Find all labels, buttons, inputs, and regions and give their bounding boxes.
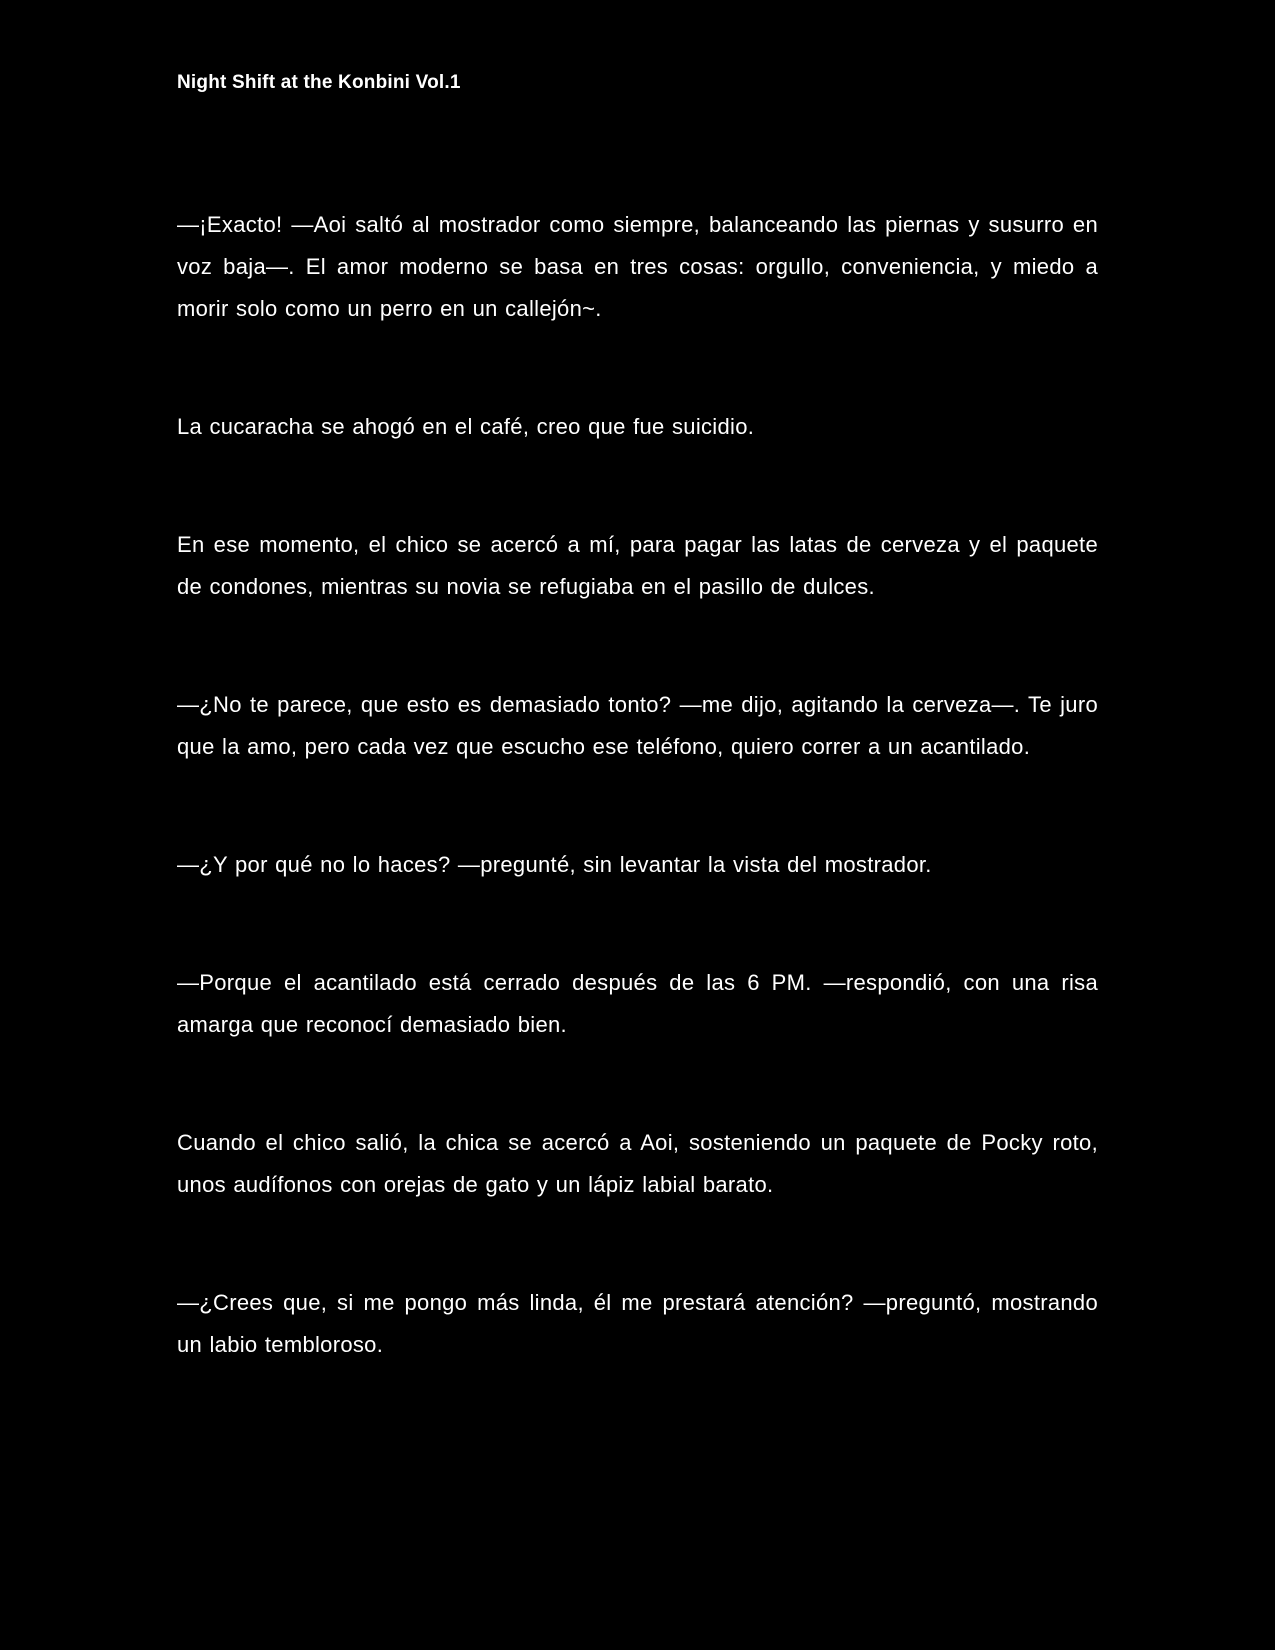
paragraph: —¿Y por qué no lo haces? —pregunté, sin levantar la vista del mostrador. <box>177 852 932 877</box>
paragraph: La cucaracha se ahogó en el café, creo que fue suicidio. <box>177 414 755 439</box>
body-text <box>177 204 1098 1366</box>
paragraph: —Porque el acantilado está cerrado después de las 6 PM. —respondió, con una risa amarga que reconocí demasiado bien. <box>177 970 1098 1037</box>
paragraph: —¡Exacto! —Aoi saltó al mostrador como siempre, balanceando las piernas y susurro en voz baja—. El amor moderno se basa en tres cosas: orgullo, conveniencia, y miedo a morir solo como un perro en un callejón~. <box>177 212 1098 321</box>
paragraph: —¿No te parece, que esto es demasiado tonto? —me dijo, agitando la cerveza—. Te juro que la amo, pero cada vez que escucho ese teléfono, quiero correr a un acantilado. <box>177 692 1098 759</box>
paragraph: En ese momento, el chico se acercó a mí, para pagar las latas de cerveza y el paquete de condones, mientras su novia se refugiaba en el pasillo de dulces. <box>177 532 1098 599</box>
paragraph: Cuando el chico salió, la chica se acercó a Aoi, sosteniendo un paquete de Pocky roto, unos audífonos con orejas de gato y un lápiz labial barato. <box>177 1130 1098 1197</box>
paragraph: —¿Crees que, si me pongo más linda, él me prestará atención? —preguntó, mostrando un labio tembloroso. <box>177 1290 1098 1357</box>
running-header: Night Shift at the Konbini Vol.1 <box>177 72 461 93</box>
